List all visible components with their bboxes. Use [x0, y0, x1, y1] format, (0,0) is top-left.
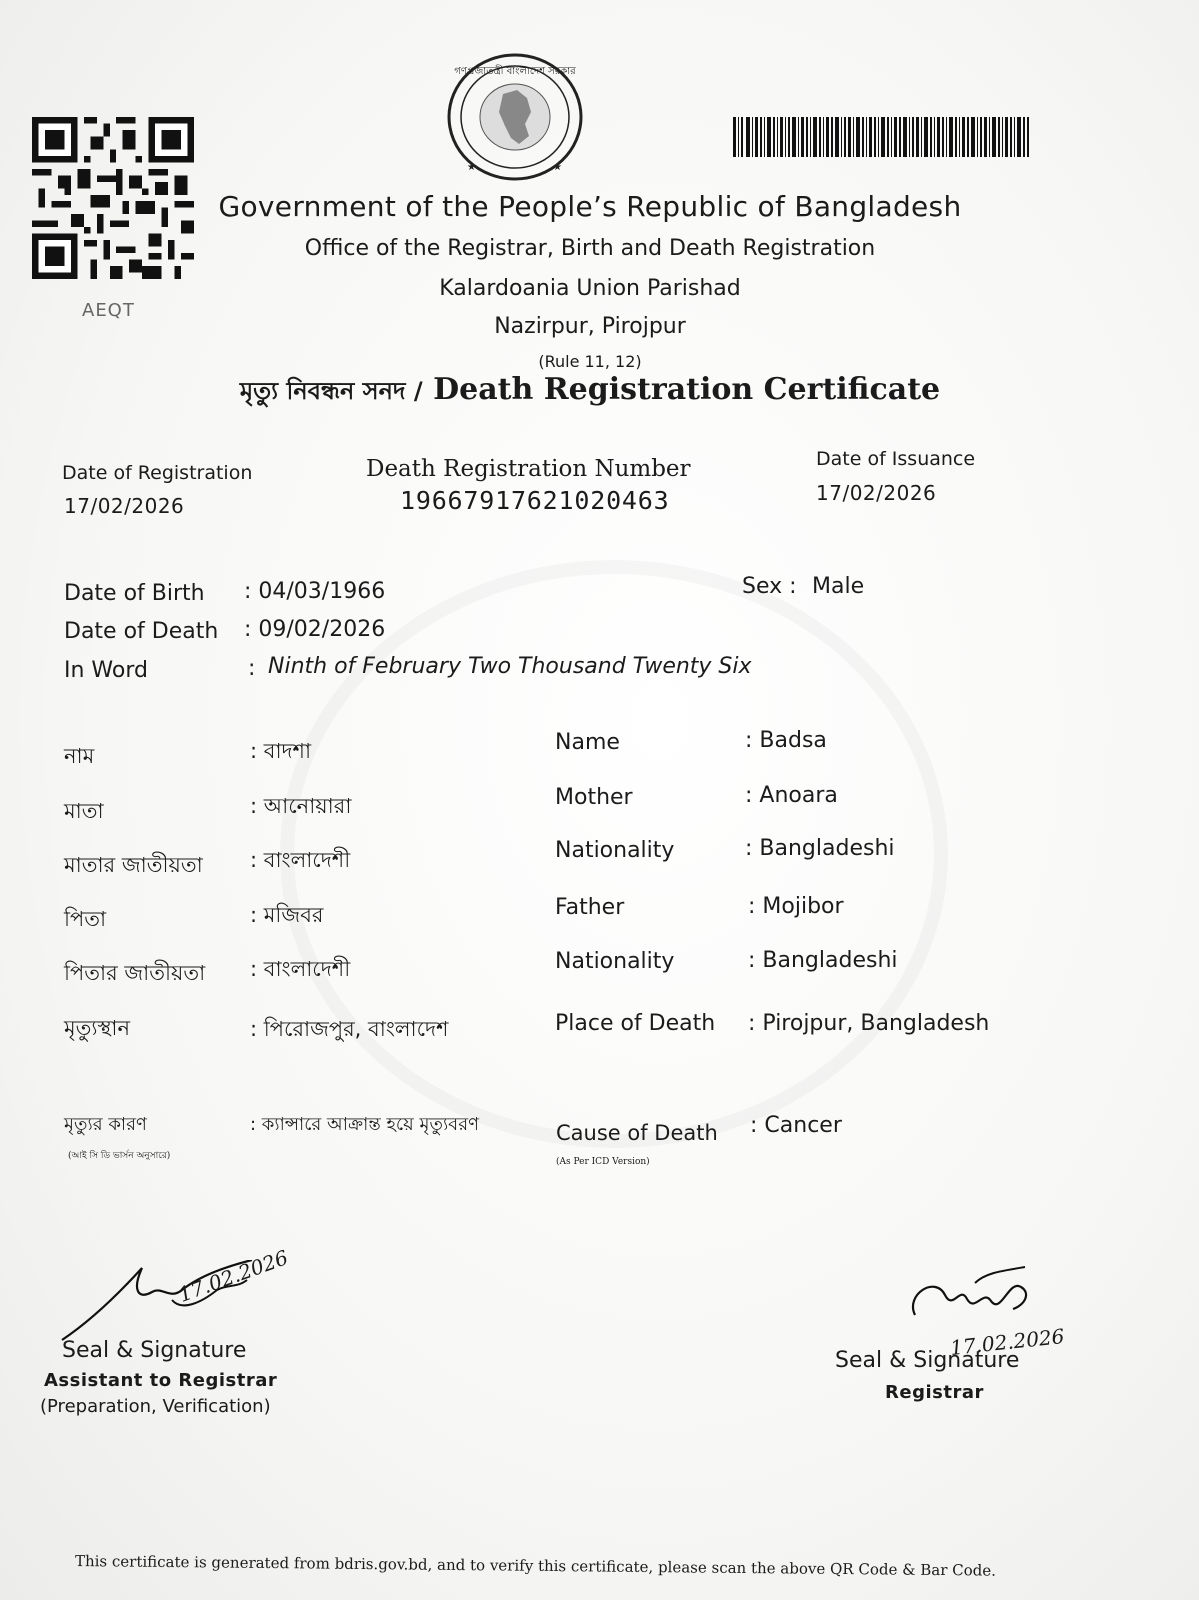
date-of-death-value: : 09/02/2026	[244, 617, 386, 642]
qr-code-label: AEQT	[82, 300, 135, 321]
bn-father-label: পিতা	[64, 907, 107, 931]
assistant-handwritten-date: 17.02.2026	[175, 1245, 292, 1307]
certificate-title-bn: মৃত্যু নিবন্ধন সনদ /	[239, 377, 423, 405]
assistant-role: Assistant to Registrar	[44, 1370, 278, 1391]
cause-note: (As Per ICD Version)	[556, 1157, 650, 1167]
union-name: Kalardoania Union Parishad	[439, 276, 741, 301]
bn-mother-label: মাতা	[64, 799, 104, 823]
bn-name-label: নাম	[64, 744, 95, 768]
office-title: Office of the Registrar, Birth and Death Registration	[304, 236, 876, 261]
in-word-value: Ninth of February Two Thousand Twenty Six	[268, 654, 752, 679]
certificate-title-en: Death Registration Certificate	[433, 372, 941, 407]
date-of-birth-label: Date of Birth	[64, 581, 205, 606]
bn-place-of-death-label: মৃত্যুস্থান	[64, 1016, 131, 1040]
bn-mother-nationality-label: মাতার জাতীয়তা	[64, 853, 203, 877]
government-seal-icon	[445, 52, 585, 182]
date-of-registration-label: Date of Registration	[62, 462, 253, 484]
svg-text:★: ★	[553, 162, 562, 173]
assistant-role-sub: (Preparation, Verification)	[40, 1396, 271, 1417]
barcode-icon	[733, 117, 1029, 157]
verification-footer: This certificate is generated from bdris.gov.bd, and to verify this certificate, please scan the above QR Code & Bar Code.	[74, 1552, 997, 1580]
mother-nationality-label: Nationality	[555, 838, 675, 863]
registration-number-value: 19667917621020463	[400, 486, 670, 515]
date-of-issuance-value: 17/02/2026	[816, 481, 937, 505]
bn-mother-nationality-value: : বাংলাদেশী	[250, 848, 351, 872]
name-value: : Badsa	[745, 728, 827, 753]
mother-label: Mother	[555, 785, 633, 810]
name-label: Name	[555, 730, 620, 755]
mother-value: : Anoara	[745, 783, 838, 808]
bn-cause-of-death-value: : ক্যান্সারে আক্রান্ত হয়ে মৃত্যুবরণ	[250, 1114, 479, 1135]
cause-of-death-label: Cause of Death	[556, 1121, 718, 1145]
assistant-seal-signature-label: Seal & Signature	[62, 1338, 247, 1363]
date-of-issuance-label: Date of Issuance	[816, 448, 976, 470]
sex-label: Sex :	[742, 574, 797, 599]
registration-number-label: Death Registration Number	[366, 456, 691, 482]
government-title: Government of the People’s Republic of Bangladesh	[218, 190, 962, 223]
date-of-death-label: Date of Death	[64, 619, 219, 644]
place-of-death-label: Place of Death	[555, 1011, 716, 1036]
rule-reference: (Rule 11, 12)	[538, 352, 642, 371]
registrar-seal-signature-label: Seal & Signature	[835, 1348, 1020, 1373]
father-value: : Mojibor	[748, 894, 844, 919]
father-nationality-value: : Bangladeshi	[748, 948, 898, 973]
svg-text:★: ★	[467, 162, 476, 173]
in-word-label: In Word	[64, 658, 148, 683]
in-word-colon: :	[248, 656, 256, 681]
bn-father-nationality-label: পিতার জাতীয়তা	[64, 961, 206, 985]
father-label: Father	[555, 895, 625, 920]
bn-place-of-death-value: : পিরোজপুর, বাংলাদেশ	[250, 1017, 449, 1041]
bn-cause-of-death-label: মৃত্যুর কারণ	[64, 1114, 147, 1135]
registrar-handwritten-date: 17.02.2026	[949, 1324, 1066, 1360]
mother-nationality-value: : Bangladeshi	[745, 836, 895, 861]
certificate-title	[200, 372, 980, 413]
place-of-death-value: : Pirojpur, Bangladesh	[748, 1011, 990, 1036]
father-nationality-label: Nationality	[555, 949, 675, 974]
bn-name-value: : বাদশা	[250, 739, 312, 763]
sex-value: Male	[812, 574, 865, 599]
date-of-birth-value: : 04/03/1966	[244, 579, 386, 604]
qr-code-icon	[32, 117, 194, 279]
registrar-signature-icon	[905, 1265, 1055, 1335]
bn-cause-note: (আই সি ডি ভার্সন অনুসারে)	[68, 1151, 171, 1161]
bn-mother-value: : আনোয়ারা	[250, 794, 352, 818]
cause-of-death-value: : Cancer	[750, 1113, 842, 1138]
seal-text: গণপ্রজাতন্ত্রী বাংলাদেশ সরকার	[454, 66, 576, 77]
registrar-role: Registrar	[885, 1382, 984, 1403]
bn-father-nationality-value: : বাংলাদেশী	[250, 957, 351, 981]
bn-father-value: : মজিবর	[250, 903, 324, 927]
date-of-registration-value: 17/02/2026	[64, 494, 185, 518]
upazila-name: Nazirpur, Pirojpur	[494, 314, 686, 339]
